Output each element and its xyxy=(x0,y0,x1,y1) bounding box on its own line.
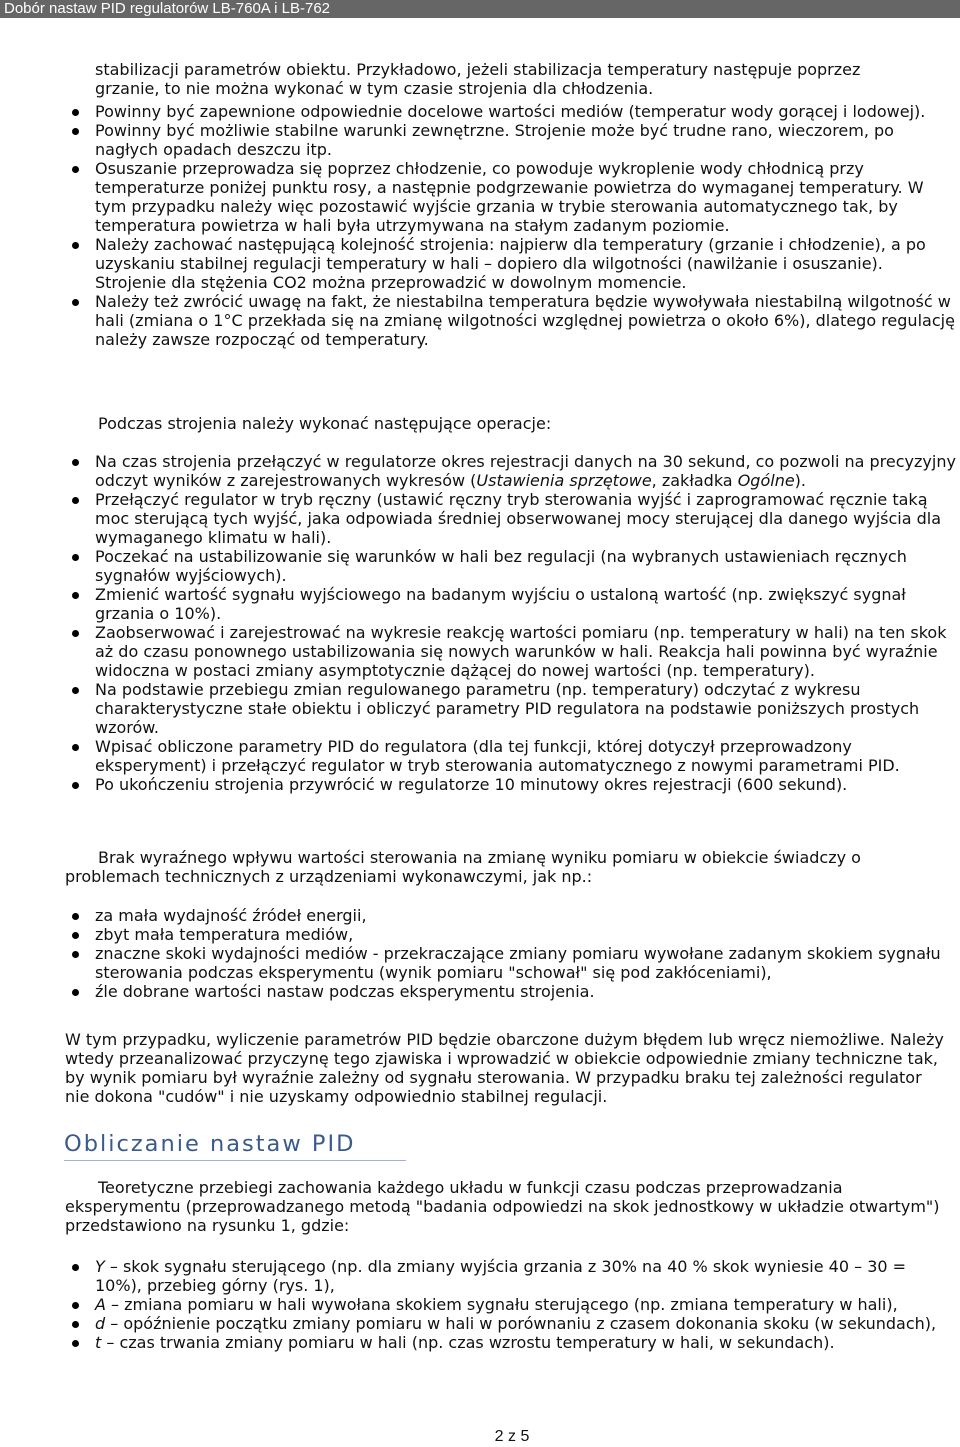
bullet-icon xyxy=(72,459,79,466)
list-item: znaczne skoki wydajności mediów - przekraczające zmiany pomiaru wywołane zadanym skokiem sygnału sterowania podczas eksperymentu (wynik pomiaru "schował" się pod zakłóceniami), xyxy=(0,944,960,982)
list-item: źle dobrane wartości nastaw podczas eksperymentu strojenia. xyxy=(0,982,960,1001)
bullet-icon xyxy=(72,932,79,939)
list-item: zbyt mała temperatura mediów, xyxy=(0,925,960,944)
bullet-icon xyxy=(72,1264,79,1271)
theory-paragraph: Teoretyczne przebiegi zachowania każdego układu w funkcji czasu podczas przeprowadzania eksperymentu (przeprowadzanego metodą "badania odpowiedzi na skok jednostkowy w układzie otwartym") przedstawiono na rysunku 1, gdzie: xyxy=(65,1178,940,1235)
list-item: Przełączyć regulator w tryb ręczny (ustawić ręczny tryb sterowania wyjść i zaprogramować ręcznie taką moc sterującą tych wyjść, jaka odpowiada średniej obserwowanej mocy sterującej dla danego wyjścia dla wymaganego klimatu w hali). xyxy=(0,490,960,547)
list-item: Należy też zwrócić uwagę na fakt, że niestabilna temperatura będzie wywoływała niestabilną wilgotność w hali (zmiana o 1°C przekłada się na zmianę wilgotności względnej powietrza o około 6%), dlatego regulację należy zawsze rozpocząć od temperatury. xyxy=(0,292,960,349)
list-item: d – opóźnienie początku zmiany pomiaru w hali w porównaniu z czasem dokonania skoku (w sekundach), xyxy=(0,1314,960,1333)
bullet-icon xyxy=(72,554,79,561)
list-item: Na podstawie przebiegu zmian regulowanego parametru (np. temperatury) odczytać z wykresu charakterystyczne stałe obiektu i obliczyć parametry PID regulatora na podstawie poniższych prostych wzorów. xyxy=(0,680,960,737)
list-item: Po ukończeniu strojenia przywrócić w regulatorze 10 minutowy okres rejestracji (600 sekund). xyxy=(0,775,960,794)
list-item: Wpisać obliczone parametry PID do regulatora (dla tej funkcji, której dotyczył przeprowadzony eksperyment) i przełączyć regulator w tryb sterowania automatycznego z nowymi parametrami PID. xyxy=(0,737,960,775)
bullet-icon xyxy=(72,1340,79,1347)
bullet-icon xyxy=(72,109,79,116)
list-item: t – czas trwania zmiany pomiaru w hali (np. czas wzrostu temperatury w hali, w sekundach). xyxy=(0,1333,960,1352)
text-line: grzanie, to nie można wykonać w tym czasie strojenia dla chłodzenia. xyxy=(95,79,654,98)
bullet-icon xyxy=(72,299,79,306)
problems-paragraph: Brak wyraźnego wpływu wartości sterowania na zmianę wyniku pomiaru w obiekcie świadczy o problemach technicznych z urządzeniami wykonawczymi, jak np.: xyxy=(65,848,861,886)
list-item: Powinny być możliwie stabilne warunki zewnętrzne. Strojenie może być trudne rano, wieczorem, po nagłych opadach deszczu itp. xyxy=(0,121,960,159)
list-item: Należy zachować następującą kolejność strojenia: najpierw dla temperatury (grzanie i chłodzenie), a po uzyskaniu stabilnej regulacji temperatury w hali – dopiero dla wilgotności (nawilżanie i osuszanie). Strojenie dla stężenia CO2 można przeprowadzić w dowolnym momencie. xyxy=(0,235,960,292)
problems-list xyxy=(0,906,960,1001)
bullet-icon xyxy=(72,630,79,637)
list-item: Powinny być zapewnione odpowiednie docelowe wartości mediów (temperatur wody gorącej i lodowej). xyxy=(0,102,960,121)
list-item: Osuszanie przeprowadza się poprzez chłodzenie, co powoduje wykroplenie wody chłodnicą przy temperaturze poniżej punktu rosy, a następnie podgrzewanie powietrza do wymaganej temperatury. W tym przypadku należy więc pozostawić wyjście grzania w trybie sterowania automatycznego tak, by temperatura powietrza w hali była utrzymywana na stałym zadanym poziomie. xyxy=(0,159,960,235)
top-continuation xyxy=(0,60,960,98)
list-item: Poczekać na ustabilizowanie się warunków w hali bez regulacji (na wybranych ustawieniach ręcznych sygnałów wyjściowych). xyxy=(0,547,960,585)
bullet-icon xyxy=(72,242,79,249)
bullet-icon xyxy=(72,128,79,135)
conditions-list xyxy=(0,102,960,349)
list-item: Y – skok sygnału sterującego (np. dla zmiany wyjścia grzania z 30% na 40 % skok wyniesie 40 – 30 = 10%), przebieg górny (rys. 1), xyxy=(0,1257,960,1295)
bullet-icon xyxy=(72,744,79,751)
bullet-icon xyxy=(72,1302,79,1309)
document-header-bar xyxy=(0,0,960,18)
list-item: A – zmiana pomiaru w hali wywołana skokiem sygnału sterującego (np. zmiana temperatury w hali), xyxy=(0,1295,960,1314)
operations-intro: Podczas strojenia należy wykonać następujące operacje: xyxy=(98,414,552,433)
bullet-icon xyxy=(72,687,79,694)
bullet-icon xyxy=(72,592,79,599)
page-number: 2 z 5 xyxy=(494,1428,530,1445)
list-item: Na czas strojenia przełączyć w regulatorze okres rejestracji danych na 30 sekund, co pozwoli na precyzyjny odczyt wyników z zarejestrowanych wykresów (Ustawienia sprzętowe, zakładka Ogólne). xyxy=(0,452,960,490)
symbols-list xyxy=(0,1257,960,1352)
text-line: stabilizacji parametrów obiektu. Przykładowo, jeżeli stabilizacja temperatury następuje poprzez xyxy=(95,60,861,79)
bullet-icon xyxy=(72,1321,79,1328)
operations-list xyxy=(0,452,960,794)
bullet-icon xyxy=(72,166,79,173)
list-item: Zmienić wartość sygnału wyjściowego na badanym wyjściu o ustaloną wartość (np. zwiększyć sygnał grzania o 10%). xyxy=(0,585,960,623)
bullet-icon xyxy=(72,951,79,958)
list-item: za mała wydajność źródeł energii, xyxy=(0,906,960,925)
consequence-paragraph: W tym przypadku, wyliczenie parametrów PID będzie obarczone dużym błędem lub wręcz niemożliwe. Należy wtedy przeanalizować przyczynę tego zjawiska i wprowadzić w obiekcie odpowiednie zmiany techniczne tak, by wynik pomiaru był wyraźnie zależny od sygnału sterowania. W przypadku braku tej zależności regulator nie dokona "cudów" i nie uzyskamy odpowiednio stabilnej regulacji. xyxy=(65,1030,944,1106)
list-item: Zaobserwować i zarejestrować na wykresie reakcję wartości pomiaru (np. temperatury w hali) na ten skok aż do czasu ponownego ustabilizowania się nowych warunków w hali. Reakcja hali powinna być wyraźnie widoczna w postaci zmiany asymptotycznie dążącej do nowej wartości (np. temperatury). xyxy=(0,623,960,680)
bullet-icon xyxy=(72,913,79,920)
bullet-icon xyxy=(72,989,79,996)
section-heading: Obliczanie nastaw PID xyxy=(64,1131,406,1161)
document-title: Dobór nastaw PID regulatorów LB-760A i LB-762 xyxy=(4,0,331,17)
bullet-icon xyxy=(72,497,79,504)
bullet-icon xyxy=(72,782,79,789)
